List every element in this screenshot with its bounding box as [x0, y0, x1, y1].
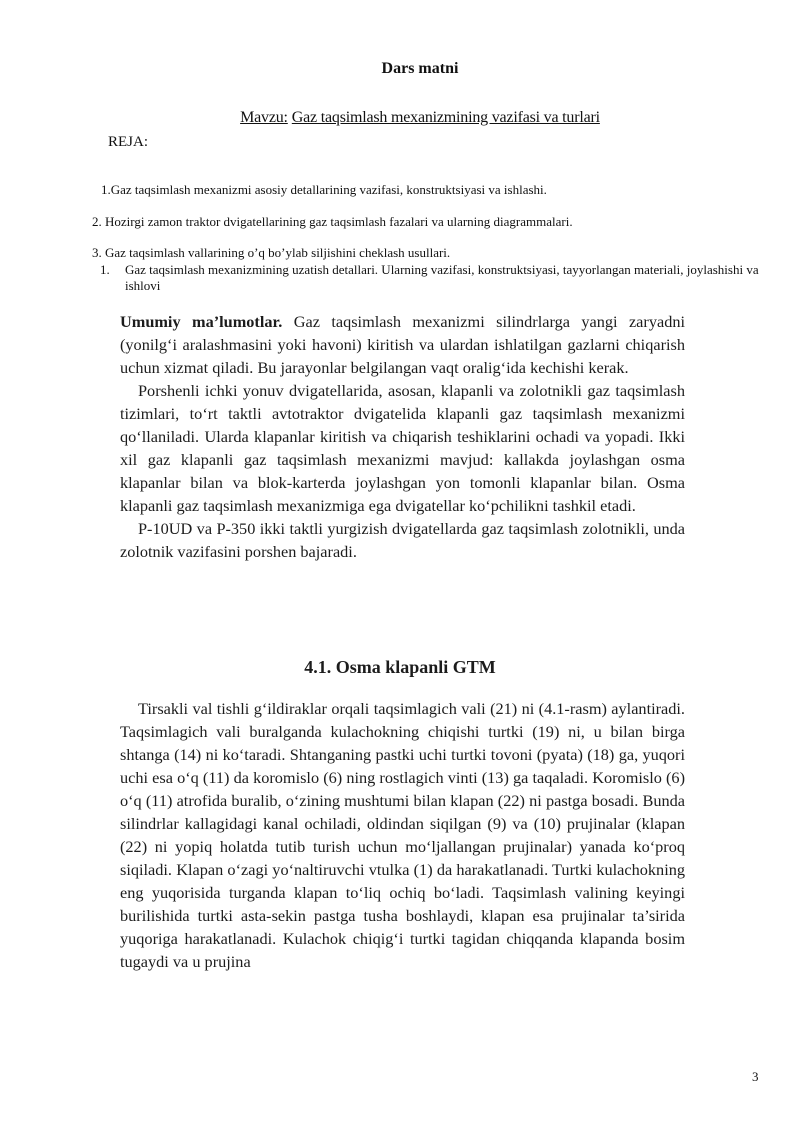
- intro-paragraph-1: [120, 310, 685, 379]
- plan-sub-item-text: Gaz taqsimlash mexanizmining uzatish detallari. Ularning vazifasi, konstruktsiyasi, tayyorlangan materiali, joylashishi va ishlovi: [125, 262, 759, 293]
- topic-text: Gaz taqsimlash mexanizmining vazifasi va turlari: [291, 109, 600, 126]
- plan-heading: REJA:: [108, 134, 149, 150]
- topic-line: [0, 109, 800, 127]
- topic-label: Mavzu:: [240, 109, 288, 126]
- intro-lead: Umumiy ma’lumotlar.: [120, 312, 283, 331]
- section-paragraph-1: Tirsakli val tishli g‘ildiraklar orqali taqsimlagich vali (21) ni (4.1-rasm) aylantiradi. Taqsimlagich vali buralganda kulachokning chiqishi turtki (19) ni, u bilan birga shtanga (14) ni ko‘taradi. Shtanganing pastki uchi turtki tovoni (pyata) (18) ga, yuqori uchi esa o‘q (11) da koromislo (6) ning rostlagich vinti (13) ga taqaladi. Koromislo (6) o‘q (11) atrofida buralib, o‘zining mushtumi bilan klapan (22) ni pastga bosadi. Bunda silindrlar kallagidagi kanal ochiladi, oldindan siqilgan (9) va (10) prujinalar (klapan (22) ni yopiq holatda tutib turish uchun mo‘ljallangan prujinalar) yanada ko‘proq siqiladi. Klapan o‘zagi yo‘naltiruvchi vtulka (1) da harakatlanadi. Turtki kulachokning eng yuqorisida turganda klapan to‘liq ochiq bo‘ladi. Taqsimlash valining keyingi burilishida turtki asta-sekin pastga tusha boshlaydi, klapan esa prujinalar ta’sirida yuqoriga harakatlanadi. Kulachok chiqig‘i turtki tagidan chiqqanda klapanda bosim tugaydi va u prujina: [120, 699, 685, 971]
- intro-paragraph-3: P-10UD va P-350 ikki taktli yurgizish dvigatellarda gaz taqsimlash zolotnikli, unda zolotnik vazifasini porshen bajaradi.: [120, 519, 685, 561]
- page-number: 3: [752, 1069, 759, 1084]
- plan-sub-item-number: 1.: [100, 262, 110, 277]
- section-heading: 4.1. Osma klapanli GTM: [304, 657, 496, 677]
- plan-item-2: 2. Hozirgi zamon traktor dvigatellarining gaz taqsimlash fazalari va ularning diagrammalari.: [92, 214, 573, 229]
- plan-item-1: 1.Gaz taqsimlash mexanizmi asosiy detallarining vazifasi, konstruktsiyasi va ishlashi.: [101, 182, 547, 197]
- plan-sub-item: [100, 262, 770, 294]
- section-block: [120, 697, 685, 973]
- intro-paragraph-1-text: Gaz taqsimlash mexanizmi silindrlarga yangi zaryadni (yonilg‘i aralashmasini yoki havoni) kiritish va ulardan ishlatilgan gazlarni chiqarish uchun xizmat qiladi. Bu jarayonlar belgilangan vaqt oralig‘ida kechishi kerak.: [120, 312, 686, 377]
- page-title: Dars matni: [381, 60, 459, 77]
- intro-block: [120, 310, 685, 563]
- intro-paragraph-2: Porshenli ichki yonuv dvigatellarida, asosan, klapanli va zolotnikli gaz taqsimlash tizimlari, to‘rt taktli avtotraktor dvigatelida klapanli gaz taqsimlash mexanizmi qo‘llaniladi. Ularda klapanlar kiritish va chiqarish teshiklarini ochadi va yopadi. Ikki xil gaz klapanli gaz taqsimlash mexanizmi mavjud: kallakda joylashgan osma klapanlar bilan va blok-karterda joylashgan yon tomonli klapanlar bilan. Osma klapanli gaz taqsimlash mexanizmiga ega dvigatellar ko‘pchilikni tashkil etadi.: [120, 381, 685, 515]
- plan-item-3: 3. Gaz taqsimlash vallarining o’q bo’ylab siljishini cheklash usullari.: [92, 245, 451, 260]
